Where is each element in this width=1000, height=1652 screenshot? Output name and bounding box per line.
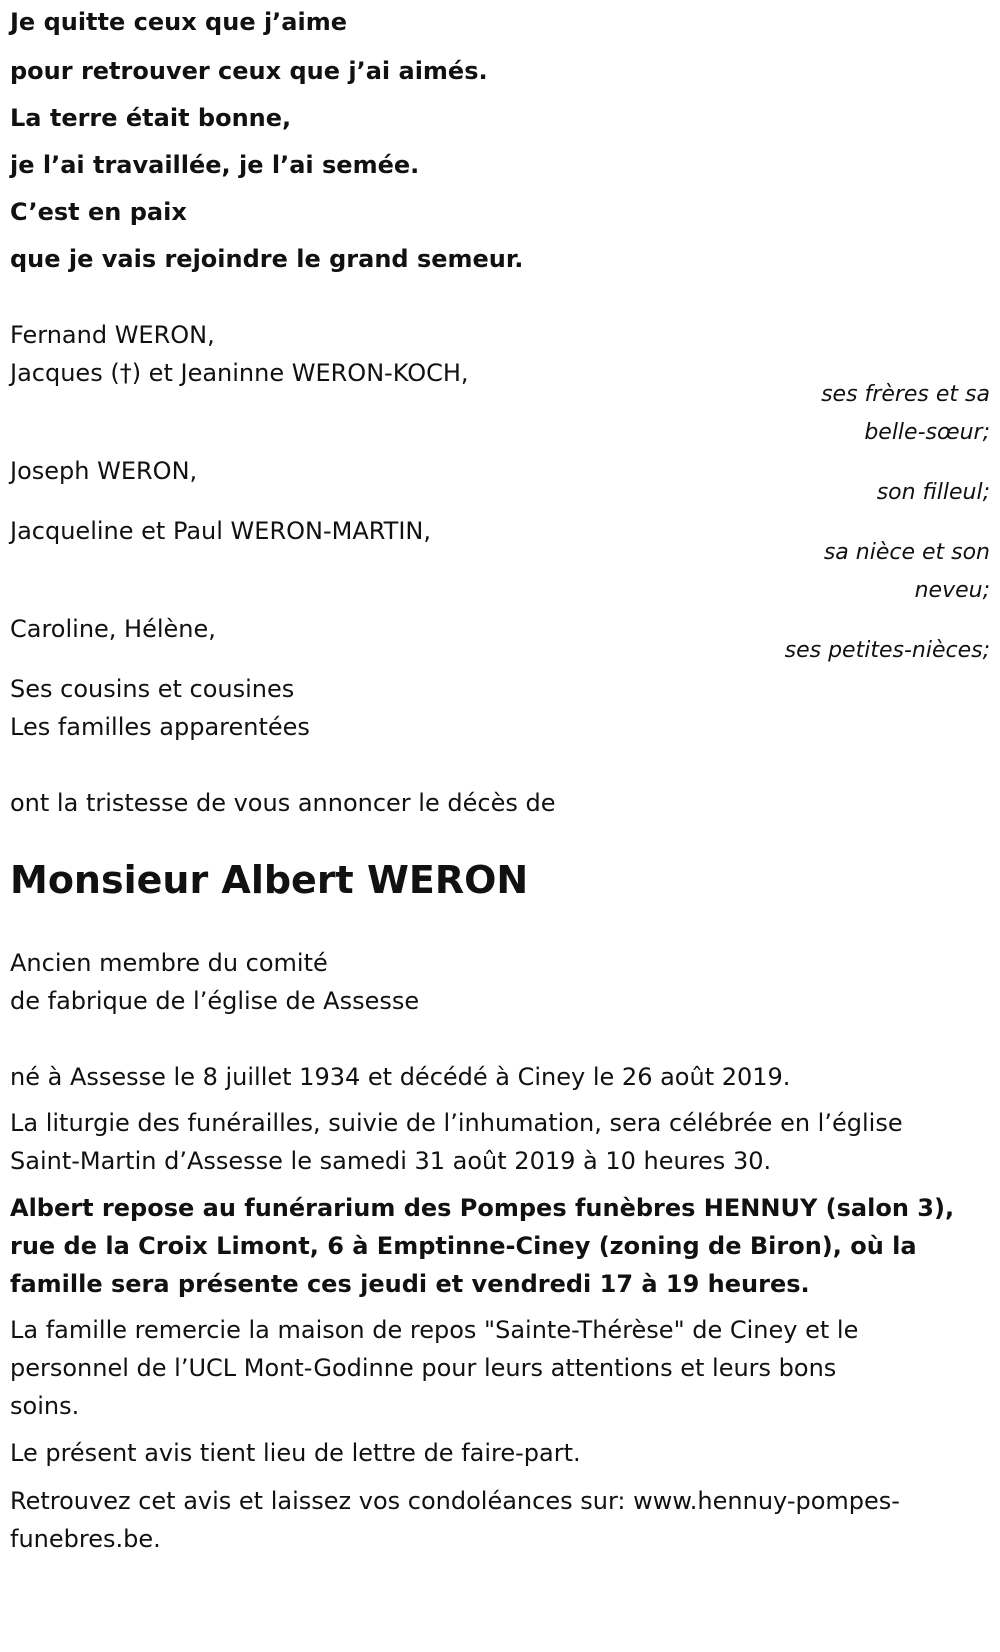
deceased-role-line-2: de fabrique de l’église de Assesse [10, 987, 420, 1015]
poem-line-2: pour retrouver ceux que j’ai aimés. [10, 57, 488, 85]
family-member-6: Ses cousins et cousines [10, 675, 295, 703]
relation-2: son filleul; [876, 480, 990, 505]
birth-death-dates: né à Assesse le 8 juillet 1934 et décédé à Ciney le 26 août 2019. [10, 1063, 791, 1091]
liturgy-line-2: Saint-Martin d’Assesse le samedi 31 août 2019 à 10 heures 30. [10, 1147, 772, 1175]
poem-line-1: Je quitte ceux que j’aime [10, 8, 348, 36]
thanks-line-1: La famille remercie la maison de repos "Sainte-Thérèse" de Ciney et le [10, 1316, 859, 1344]
thanks-line-2: personnel de l’UCL Mont-Godinne pour leurs attentions et leurs bons [10, 1354, 837, 1382]
family-member-2: Jacques (†) et Jeaninne WERON-KOCH, [10, 359, 469, 387]
funerarium-line-3: famille sera présente ces jeudi et vendredi 17 à 19 heures. [10, 1270, 810, 1298]
notice-text: Le présent avis tient lieu de lettre de faire-part. [10, 1439, 581, 1467]
liturgy-line-1: La liturgie des funérailles, suivie de l’inhumation, sera célébrée en l’église [10, 1109, 903, 1137]
relation-1b: belle-sœur; [864, 420, 990, 445]
deceased-name: Monsieur Albert WERON [10, 858, 529, 902]
relation-3b: neveu; [914, 578, 990, 603]
condolences-line-1: Retrouvez cet avis et laissez vos condoléances sur: www.hennuy-pompes- [10, 1487, 900, 1515]
announcement-text: ont la tristesse de vous annoncer le décès de [10, 789, 556, 817]
poem-line-6: que je vais rejoindre le grand semeur. [10, 245, 524, 273]
family-member-4: Jacqueline et Paul WERON-MARTIN, [10, 517, 431, 545]
family-member-7: Les familles apparentées [10, 713, 310, 741]
funerarium-line-2: rue de la Croix Limont, 6 à Emptinne-Ciney (zoning de Biron), où la [10, 1232, 917, 1260]
relation-3a: sa nièce et son [823, 540, 990, 565]
family-member-1: Fernand WERON, [10, 321, 215, 349]
poem-line-5: C’est en paix [10, 198, 187, 226]
relation-1a: ses frères et sa [821, 382, 990, 407]
family-member-3: Joseph WERON, [10, 457, 198, 485]
obituary-page [10, 0, 990, 1652]
poem-line-4: je l’ai travaillée, je l’ai semée. [10, 151, 420, 179]
condolences-line-2: funebres.be. [10, 1525, 161, 1553]
poem-line-3: La terre était bonne, [10, 104, 292, 132]
relation-4: ses petites-nièces; [784, 638, 990, 663]
deceased-role-line-1: Ancien membre du comité [10, 949, 328, 977]
family-member-5: Caroline, Hélène, [10, 615, 216, 643]
funerarium-line-1: Albert repose au funérarium des Pompes funèbres HENNUY (salon 3), [10, 1194, 955, 1222]
thanks-line-3: soins. [10, 1392, 80, 1420]
